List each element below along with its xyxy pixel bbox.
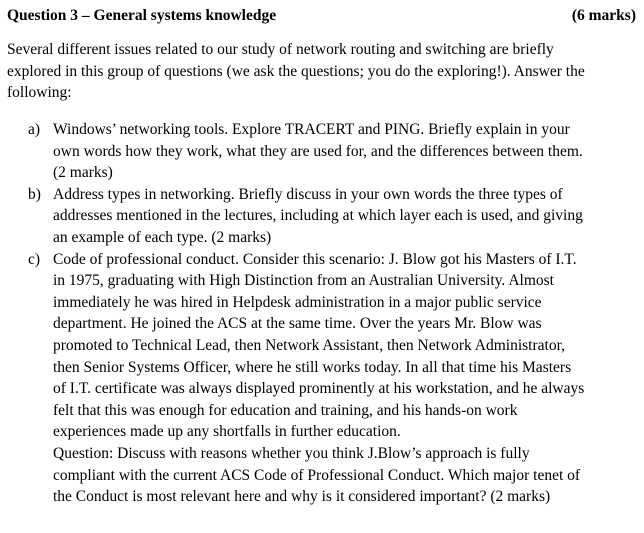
question-line: Address types in networking. Briefly discuss in your own words the three types of [53, 185, 563, 203]
question-line: department. He joined the ACS at the same time. Over the years Mr. Blow was [53, 315, 542, 333]
sub-question-list [28, 119, 628, 508]
intro-line: following: [7, 84, 72, 102]
question-line: Windows’ networking tools. Explore TRACERT and PING. Briefly explain in your [53, 121, 570, 138]
question-line: in 1975, graduating with High Distinction from an Australian University. Almost [53, 272, 554, 290]
question-line: immediately he was hired in Helpdesk administration in a major public service [53, 293, 542, 311]
question-line: own words how they work, what they are used for, and the differences between them. [53, 142, 583, 160]
question-line: Question: Discuss with reasons whether you think J.Blow’s approach is fully [53, 444, 530, 462]
question-line: then Senior Systems Officer, where he still works today. In all that time his Masters [53, 358, 572, 376]
list-marker: b) [28, 185, 41, 203]
question-title: Question 3 – General systems knowledge [7, 7, 277, 24]
intro-paragraph [7, 39, 627, 104]
list-marker: a) [28, 121, 41, 138]
question-line: promoted to Technical Lead, then Network Assistant, then Network Administrator, [53, 336, 565, 354]
intro-line: Several different issues related to our study of network routing and switching are briefly [7, 41, 554, 58]
sub-question-c [28, 249, 628, 508]
intro-line: explored in this group of questions (we ask the questions; you do the exploring!). Answer the [7, 62, 585, 80]
question-line: of I.T. certificate was always displayed prominently at his workstation, and he always [53, 380, 585, 398]
question-line: (2 marks) [53, 164, 113, 182]
list-marker: c) [28, 250, 41, 268]
question-heading [7, 5, 636, 27]
question-line: felt that this was enough for education and training, and his hands-on work [53, 401, 518, 419]
question-line: experiences made up any shortfalls in further education. [53, 423, 401, 441]
question-line: the Conduct is most relevant here and why is it considered important? (2 marks) [53, 488, 551, 506]
question-line: addresses mentioned in the lectures, including at which layer each is used, and giving [53, 207, 583, 225]
question-line: Code of professional conduct. Consider this scenario: J. Blow got his Masters of I.T. [53, 250, 577, 268]
question-line: an example of each type. (2 marks) [53, 228, 272, 246]
question-line: compliant with the current ACS Code of Professional Conduct. Which major tenet of [53, 466, 581, 484]
sub-question-a [28, 119, 628, 184]
question-marks: (6 marks) [571, 7, 636, 24]
sub-question-b [28, 184, 628, 249]
